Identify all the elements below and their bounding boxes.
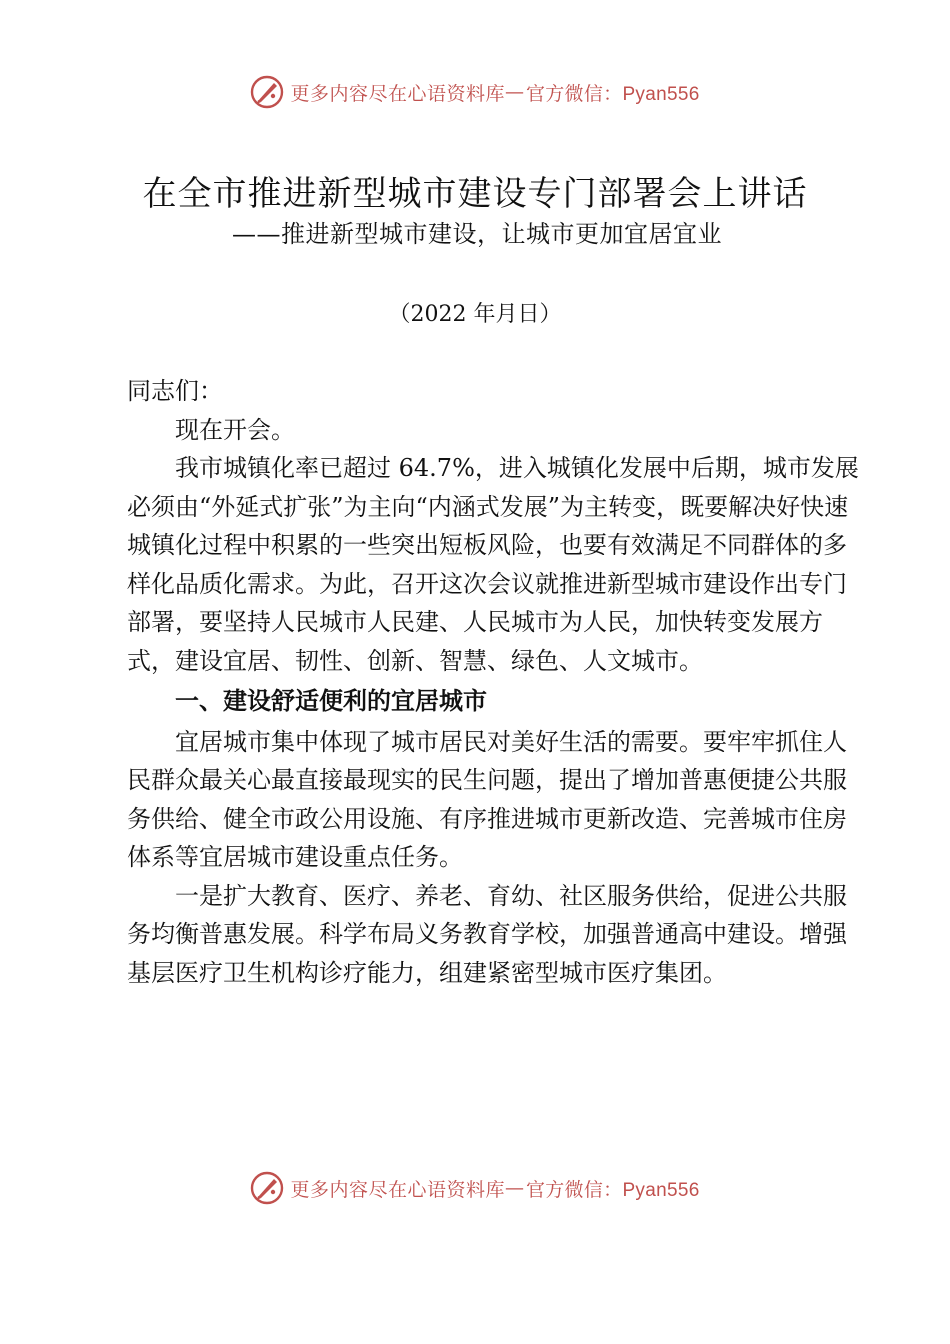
watermark-separator: — — [504, 81, 524, 103]
paragraph-urbanization: 我市城镇化率已超过 64.7%，进入城镇化发展中后期，城市发展必须由“外延式扩张”为主向“内涵式发展”为主转变，既要解决好快速城镇化过程中积累的一些突出短板风险，也要有效满足不同群体的多样化品质化需求。为此，召开这次会议就推进新型城市建设作出专门部署，要坚持人民城市人民建、人民城市为人民，加快转变发展方式，建设宜居、韧性、创新、智慧、绿色、人文城市。 — [127, 454, 859, 675]
watermark-brand: 更多内容尽在心语资料库 — [290, 1178, 505, 1201]
salutation: 同志们： — [127, 377, 223, 405]
document-body — [127, 372, 861, 992]
document-subtitle: ——推进新型城市建设，让城市更加宜居宜业 — [232, 220, 722, 248]
paragraph-livable-city: 宜居城市集中体现了城市居民对美好生活的需要。要牢牢抓住人民群众最关心最直接最现实的民生问题，提出了增加普惠便捷公共服务供给、健全市政公用设施、有序推进城市更新改造、完善城市住房体系等宜居城市建设重点任务。 — [127, 727, 847, 871]
quill-logo-icon — [250, 75, 284, 109]
quill-logo-icon — [250, 1171, 284, 1205]
watermark-separator: — — [504, 1177, 524, 1199]
document-title: 在全市推进新型城市建设专门部署会上讲话 — [142, 174, 808, 214]
watermark-wechat: 官方微信：Pyan556 — [525, 83, 700, 105]
watermark-wechat: 官方微信：Pyan556 — [525, 1179, 700, 1201]
paragraph-public-services: 一是扩大教育、医疗、养老、育幼、社区服务供给，促进公共服务均衡普惠发展。科学布局义务教育学校，加强普通高中建设。增强基层医疗卫生机构诊疗能力，组建紧密型城市医疗集团。 — [127, 881, 847, 987]
watermark-banner-bottom — [0, 1168, 950, 1208]
watermark-brand: 更多内容尽在心语资料库 — [290, 82, 505, 105]
paragraph-opening: 现在开会。 — [175, 415, 295, 444]
document-date: （2022 年月日） — [388, 302, 562, 327]
section-heading-livable-city: 一、建设舒适便利的宜居城市 — [175, 687, 487, 715]
watermark-banner-top — [0, 72, 950, 112]
